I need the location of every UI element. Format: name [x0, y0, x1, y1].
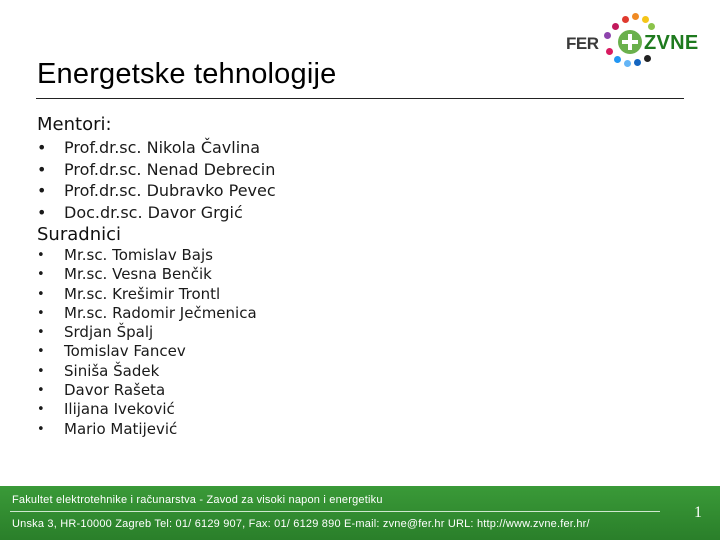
list-item: • Davor Rašeta: [37, 381, 257, 400]
list-item: • Prof.dr.sc. Nenad Debrecin: [37, 159, 276, 181]
list-item: • Ilijana Iveković: [37, 400, 257, 419]
logo-dot-orange: [632, 13, 639, 20]
logo-zvne-text: ZVNE: [644, 32, 699, 54]
logo-dot-purple: [604, 32, 611, 39]
mentors-heading: Mentori:: [37, 114, 112, 135]
logo-dot-yellow: [642, 16, 649, 23]
list-item: • Siniša Šadek: [37, 362, 257, 381]
slide-title: Energetske tehnologije: [37, 58, 337, 90]
footer-divider: [10, 511, 660, 512]
logo-dot-blue: [614, 56, 621, 63]
footer-institution: Fakultet elektrotehnike i računarstva - Zavod za visoki napon i energetiku: [12, 494, 383, 506]
list-item: • Srdjan Špalj: [37, 323, 257, 342]
list-item: • Mr.sc. Radomir Ječmenica: [37, 304, 257, 323]
logo-dot-red: [622, 16, 629, 23]
slide-footer: [0, 486, 720, 540]
list-item: • Prof.dr.sc. Nikola Čavlina: [37, 137, 276, 159]
logo-dot-magenta: [612, 23, 619, 30]
page-number: 1: [694, 504, 702, 521]
title-divider: [36, 98, 684, 99]
mentors-list: [37, 137, 276, 223]
zvne-logo: [560, 10, 699, 70]
footer-contact: Unska 3, HR-10000 Zagreb Tel: 01/ 6129 907, Fax: 01/ 6129 890 E-mail: zvne@fer.hr URL: http://www.zvne.fer.hr/: [12, 518, 590, 530]
logo-dot-pink: [606, 48, 613, 55]
logo-dot-lime: [648, 23, 655, 30]
collaborators-list: [37, 246, 257, 439]
collaborators-heading: Suradnici: [37, 224, 121, 245]
logo-dot-black: [644, 55, 651, 62]
list-item: • Tomislav Fancev: [37, 342, 257, 361]
logo-plus-icon: [618, 30, 642, 54]
logo-dot-navy: [634, 59, 641, 66]
list-item: • Mr.sc. Krešimir Trontl: [37, 285, 257, 304]
logo-fer-text: FER: [566, 34, 599, 53]
list-item: • Mario Matijević: [37, 420, 257, 439]
list-item: • Prof.dr.sc. Dubravko Pevec: [37, 180, 276, 202]
logo-dot-lightblue: [624, 60, 631, 67]
list-item: • Mr.sc. Vesna Benčik: [37, 265, 257, 284]
list-item: • Mr.sc. Tomislav Bajs: [37, 246, 257, 265]
list-item: • Doc.dr.sc. Davor Grgić: [37, 202, 276, 224]
